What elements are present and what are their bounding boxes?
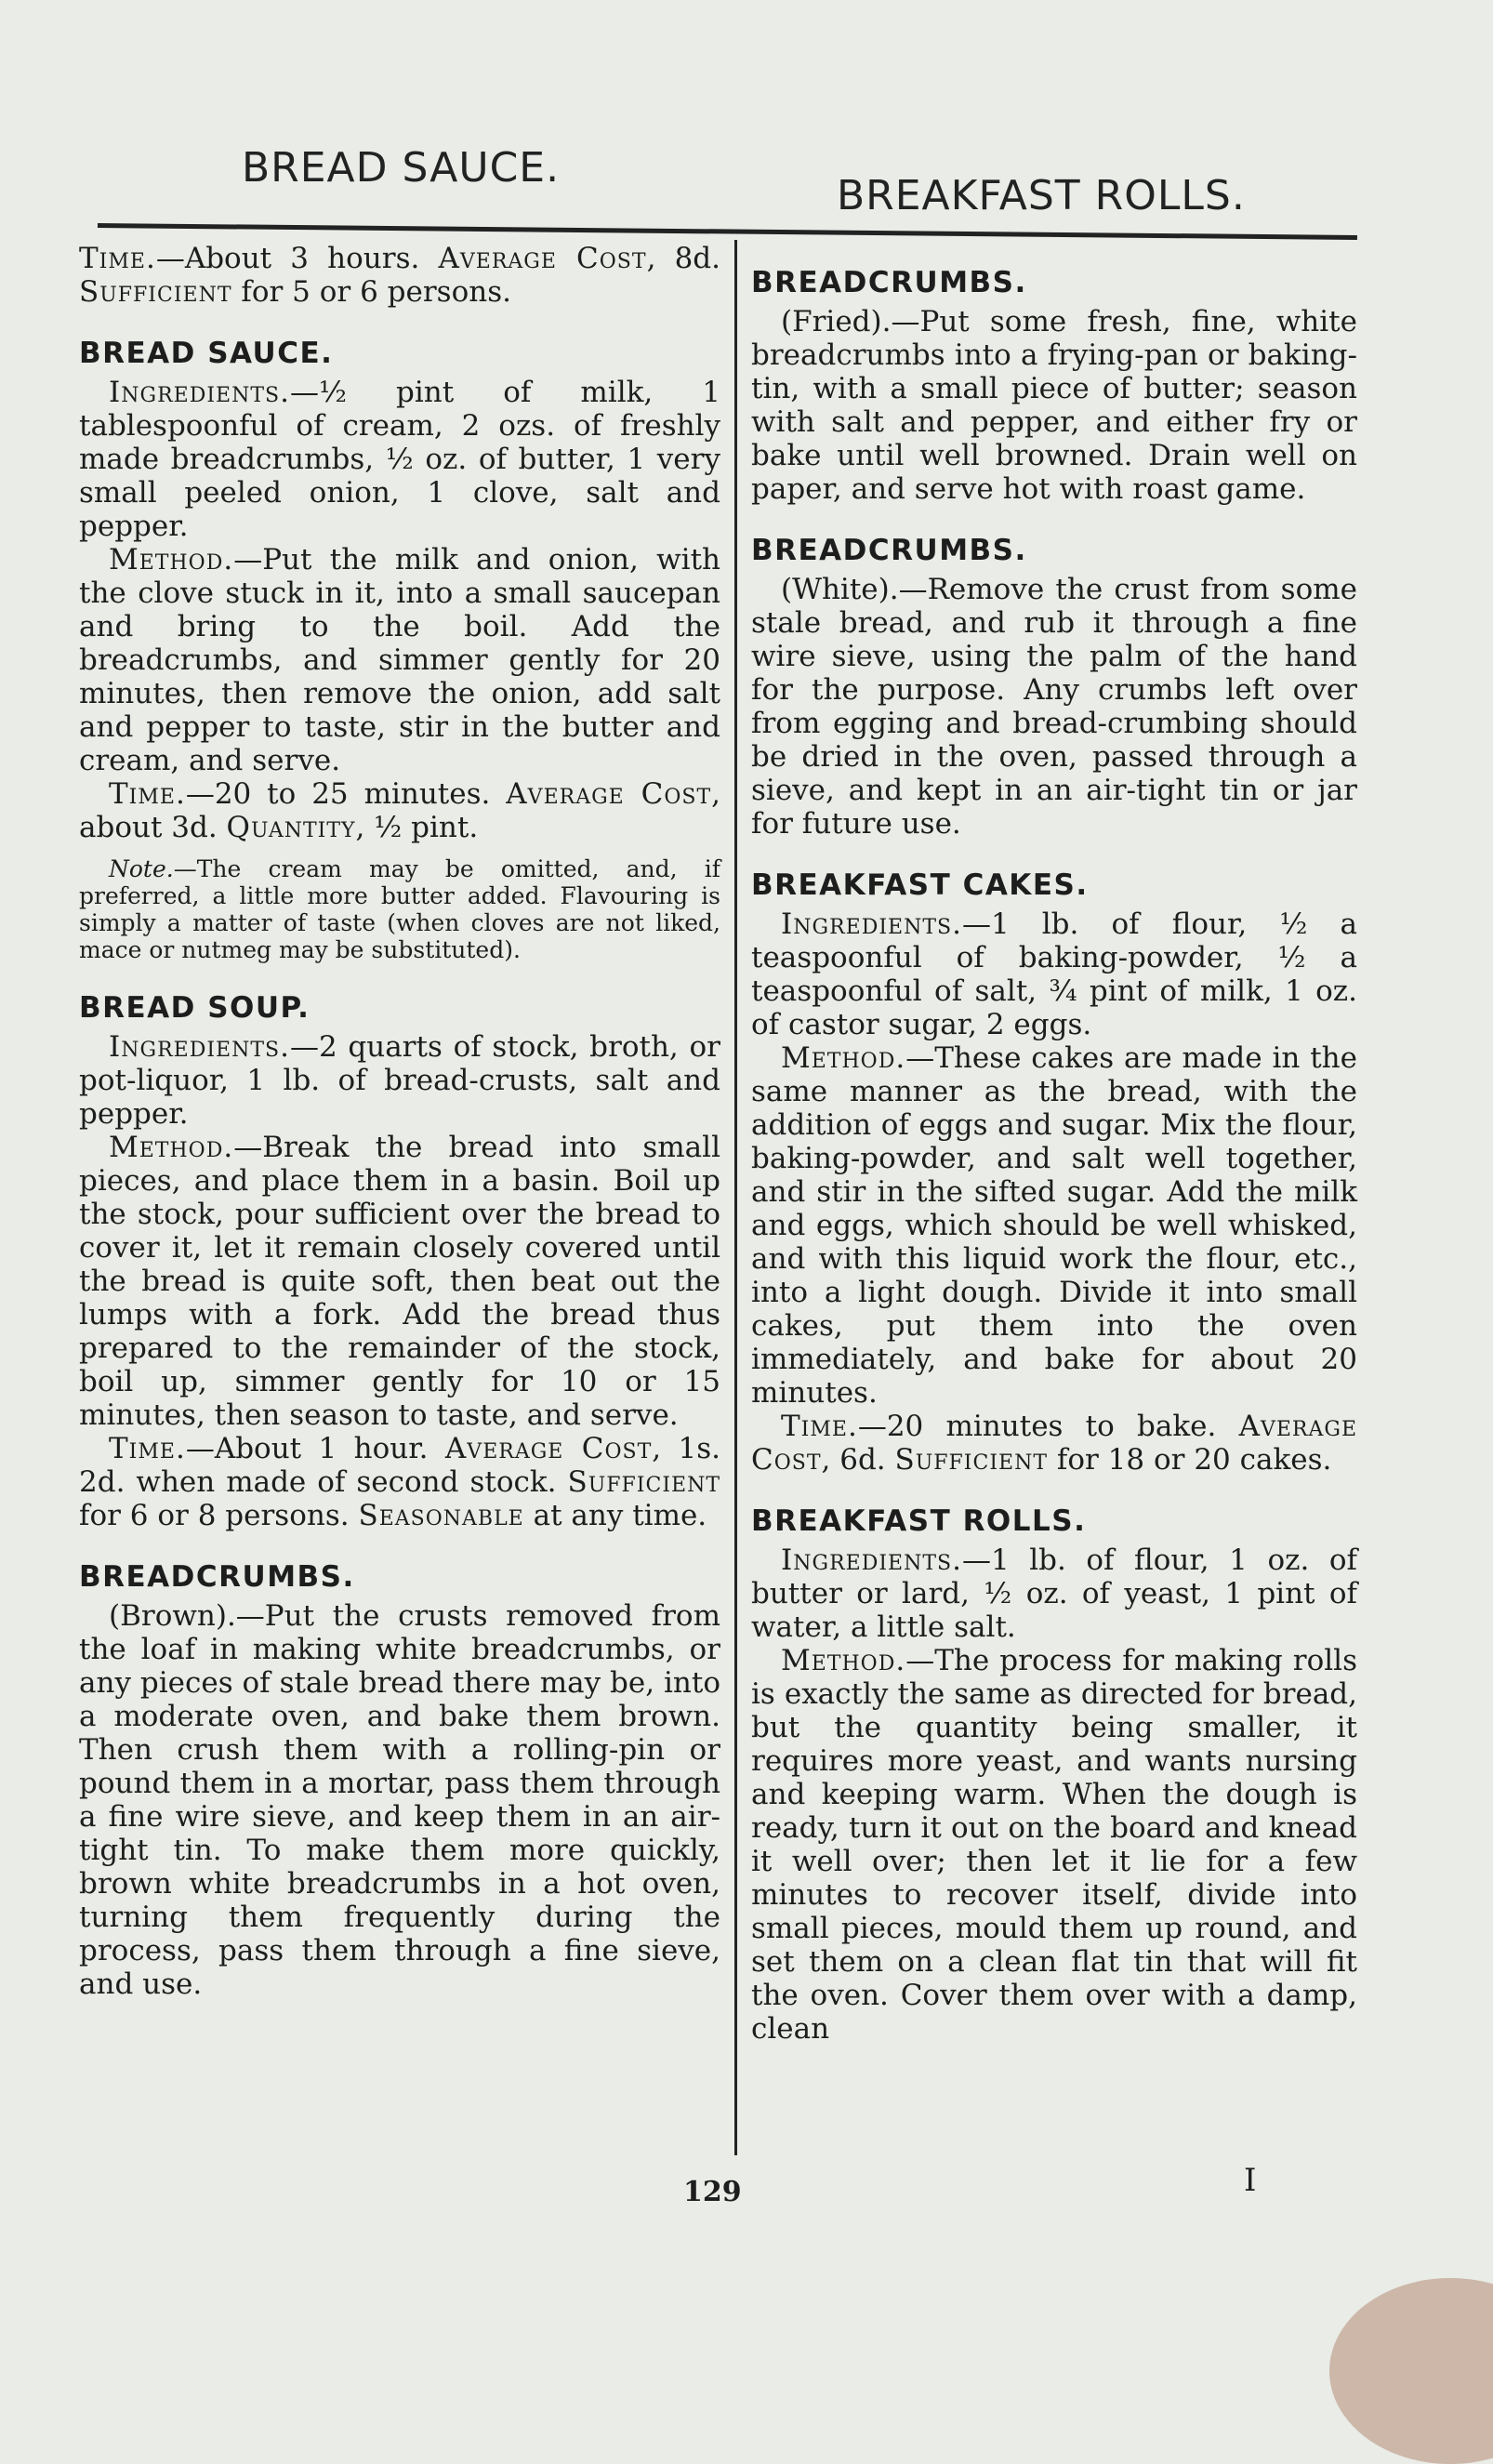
recipe-paragraph: [79, 1599, 720, 2001]
recipe-paragraph: [751, 1644, 1357, 2046]
text-run: —1 lb. of flour, ½ a teaspoonful of baking-powder, ½ a teaspoonful of salt, ¾ pint of milk, 1 oz. of castor sugar, 2 eggs.: [751, 907, 1357, 1041]
recipe-paragraph: [751, 907, 1357, 1041]
recipe-paragraph: [79, 1131, 720, 1432]
recipe-paragraph: [79, 242, 720, 309]
text-run: Ingredients.: [109, 376, 290, 409]
text-run: Ingredients.: [781, 1543, 962, 1577]
text-run: —About 1 hour.: [185, 1432, 445, 1465]
right-column: [734, 258, 1357, 2046]
note-paragraph: [79, 855, 720, 963]
recipe-paragraph: [751, 1543, 1357, 1644]
running-head-right: BREAKFAST ROLLS.: [837, 172, 1246, 219]
text-run: —Break the bread into small pieces, and place them in a basin. Boil up the stock, pour sufficient over the bread to cover it, let it remain closely covered until the bread is quite soft, then beat out the lumps with a fork. Add the bread thus prepared to the remainder of the stock, boil up, simmer gently for 10 or 15 minutes, then season to taste, and serve.: [79, 1131, 720, 1432]
text-run: Time.: [109, 777, 186, 811]
text-run: Method.: [781, 1644, 906, 1677]
text-run: , 8d.: [646, 242, 720, 275]
recipe-heading: BREAD SAUCE.: [79, 337, 334, 370]
recipe-paragraph: [751, 1410, 1357, 1477]
text-run: —2 quarts of stock, broth, or pot-liquor, 1 lb. of bread-crusts, salt and pepper.: [79, 1030, 720, 1131]
recipe-paragraph: [79, 777, 720, 844]
text-run: Average Cost: [444, 1432, 653, 1465]
text-run: Average Cost: [751, 1410, 1357, 1477]
text-run: , 6d.: [821, 1443, 895, 1477]
text-run: —These cakes are made in the same manner as the bread, with the addition of eggs and sugar. Mix the flour, baking-powder, and salt well together, and stir in the sifted sugar. Add the milk and eggs, which should be well whisked, and with this liquid work the flour, etc., into a light dough. Divide it into small cakes, put them into the oven immediately, and bake for about 20 minutes.: [751, 1041, 1357, 1410]
thumb-shadow: [1329, 2278, 1493, 2464]
text-run: —The cream may be omitted, and, if preferred, a little more butter added. Flavouring is simply a matter of taste (when cloves are not liked, mace or nutmeg may be substituted).: [79, 855, 720, 963]
recipe-heading: BREAKFAST ROLLS.: [751, 1504, 1087, 1538]
header-rule: [98, 223, 1357, 240]
text-run: at any time.: [523, 1499, 707, 1532]
running-head-left: BREAD SAUCE.: [242, 144, 561, 192]
text-run: —20 minutes to bake.: [857, 1410, 1239, 1443]
recipe-paragraph: [79, 1030, 720, 1131]
recipe-paragraph: [79, 376, 720, 543]
text-run: Method.: [781, 1041, 906, 1075]
signature-mark: I: [1244, 2162, 1257, 2199]
recipe-paragraph: [79, 543, 720, 777]
text-run: for 5 or 6 persons.: [231, 275, 511, 309]
recipe-heading: BREADCRUMBS.: [751, 266, 1027, 299]
text-run: Sufficient: [894, 1443, 1049, 1477]
text-run: Ingredients.: [109, 1030, 290, 1064]
text-run: Sufficient: [79, 275, 232, 309]
recipe-paragraph: [751, 305, 1357, 506]
text-run: , ½ pint.: [355, 811, 479, 844]
recipe-paragraph: [79, 1432, 720, 1532]
recipe-heading: BREADCRUMBS.: [79, 1560, 355, 1594]
text-run: for 6 or 8 persons.: [79, 1499, 359, 1532]
text-run: Time.: [109, 1432, 186, 1465]
text-run: —Put the milk and onion, with the clove stuck in it, into a small saucepan and bring to the boil. Add the breadcrumbs, and simmer gently for 20 minutes, then remove the onion, add salt and pepper to taste, stir in the butter and cream, and serve.: [79, 543, 720, 777]
text-run: Sufficient: [567, 1465, 720, 1499]
text-run: —½ pint of milk, 1 tablespoonful of cream, 2 ozs. of freshly made breadcrumbs, ½ oz. of butter, 1 very small peeled onion, 1 clove, salt and pepper.: [79, 376, 720, 543]
text-run: —20 to 25 minutes.: [185, 777, 507, 811]
text-run: Time.: [79, 242, 156, 275]
text-run: Note.: [109, 855, 174, 882]
text-run: Average Cost: [438, 242, 647, 275]
text-run: (Fried).—Put some fresh, fine, white breadcrumbs into a frying-pan or baking-tin, with a small piece of butter; season with salt and pepper, and either fry or bake until well browned. Drain well on paper, and serve hot with roast game.: [751, 305, 1357, 506]
text-run: —About 3 hours.: [155, 242, 439, 275]
text-run: —The process for making rolls is exactly the same as directed for bread, but the quantity being smaller, it requires more yeast, and wants nursing and keeping warm. When the dough is ready, turn it out on the board and knead it well over; then let it lie for a few minutes to recover itself, divide into small pieces, mould them up round, and set them on a clean flat tin that will fit the oven. Cover them over with a damp, clean: [751, 1644, 1357, 2046]
text-run: Ingredients.: [781, 907, 962, 941]
text-run: Average Cost: [506, 777, 712, 811]
text-run: —1 lb. of flour, 1 oz. of butter or lard, ½ oz. of yeast, 1 pint of water, a little salt.: [751, 1543, 1357, 1644]
text-run: Time.: [781, 1410, 858, 1443]
left-column: [79, 242, 720, 2001]
text-run: (White).—Remove the crust from some stale bread, and rub it through a fine wire sieve, using the palm of the hand for the purpose. Any crumbs left over from egging and bread-crumbing should be dried in the oven, passed through a sieve, and kept in an air-tight tin or jar for future use.: [751, 573, 1357, 841]
text-run: , 1s. 2d. when made of second stock.: [79, 1432, 720, 1499]
text-run: , about 3d.: [79, 777, 720, 844]
text-run: Method.: [109, 1131, 234, 1164]
recipe-heading: BREAD SOUP.: [79, 991, 310, 1025]
text-run: for 18 or 20 cakes.: [1048, 1443, 1332, 1477]
text-run: (Brown).—Put the crusts removed from the loaf in making white breadcrumbs, or any pieces of stale bread there may be, into a moderate oven, and bake them brown. Then crush them with a rolling-pin or pound them in a mortar, pass them through a fine wire sieve, and keep them in an air-tight tin. To make them more quickly, brown white breadcrumbs in a hot oven, turning them frequently during the process, pass them through a fine sieve, and use.: [79, 1599, 720, 2001]
text-run: Seasonable: [358, 1499, 524, 1532]
text-run: Method.: [109, 543, 234, 576]
recipe-heading: BREAKFAST CAKES.: [751, 868, 1089, 902]
recipe-paragraph: [751, 1041, 1357, 1410]
recipe-heading: BREADCRUMBS.: [751, 534, 1027, 567]
text-run: Quantity: [226, 811, 356, 844]
page-number: 129: [683, 2176, 742, 2208]
recipe-paragraph: [751, 573, 1357, 841]
